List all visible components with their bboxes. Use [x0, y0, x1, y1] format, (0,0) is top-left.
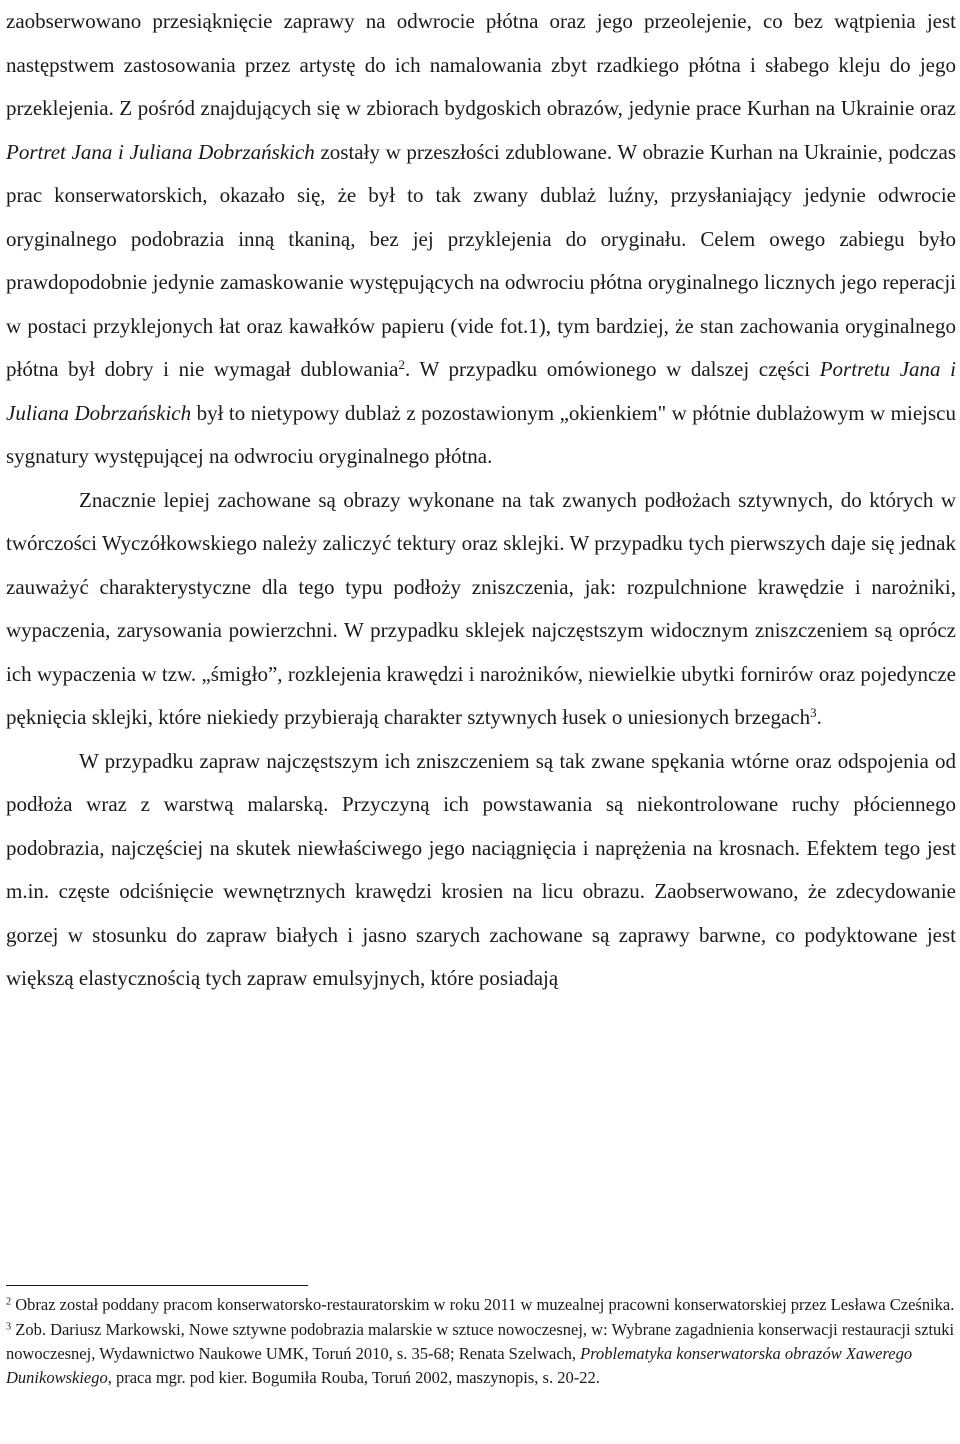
paragraph-1-text-b: zostały w przeszłości zdublowane. W obrazie Kurhan na Ukrainie, podczas prac konserwatorskich, okazało się, że był to tak zwany dublaż luźny, przysłaniający jedynie odwrocie oryginalnego podobrazia inną tkaniną, bez jej przyklejenia do oryginału. Celem owego zabiegu było prawdopodobnie jedynie zamaskowanie występujących na odwrociu płótna oryginalnego licznych jego reperacji w postaci przyklejonych łat oraz kawałków papieru (vide fot.1), tym bardziej, że stan zachowania oryginalnego płótna był dobry i nie wymagał dublowania — [6, 139, 956, 381]
paragraph-1-text-a: zaobserwowano przesiąknięcie zaprawy na odwrocie płótna oraz jego przeolejenie, co bez wątpienia jest następstwem zastosowania przez artystę do ich namalowania zbyt rzadkiego płótna i słabego kleju do jego przeklejenia. Z pośród znajdujących się w zbiorach bydgoskich obrazów, jedynie prace Kurhan na Ukrainie oraz — [6, 9, 956, 120]
painting-title-italic: Portret Jana i Juliana Dobrzańskich — [6, 139, 315, 164]
footnotes — [6, 1293, 956, 1391]
paragraph-2 — [6, 479, 956, 740]
footnote-ref-2: 2 — [398, 356, 405, 372]
painting-title-italic: Portretu Jana i Juliana Dobrzańskich — [6, 357, 956, 425]
footnote-divider — [6, 1285, 308, 1286]
paragraph-1 — [6, 0, 956, 479]
paragraph-3: W przypadku zapraw najczęstszym ich zniszczeniem są tak zwane spękania wtórne oraz odspojenia od podłoża wraz z warstwą malarską. Przyczyną ich powstawania są niekontrolowane ruchy płóciennego podobrazia, najczęściej na skutek niewłaściwego jego naciągnięcia i naprężenia na krosnach. Efektem tego jest m.in. częste odciśnięcie wewnętrznych krawędzi krosien na licu obrazu. Zaobserwowano, że zdecydowanie gorzej w stosunku do zapraw białych i jasno szarych zachowane są zaprawy barwne, co podyktowane jest większą elastycznością tych zapraw emulsyjnych, które posiadają — [6, 748, 956, 990]
footnote-2-text: Obraz został poddany pracom konserwatorsko-restauratorskim w roku 2011 w muzealnej pracowni konserwatorskiej przez Lesława Cześnika. — [11, 1295, 955, 1314]
footnote-2-mark: 2 — [6, 1296, 12, 1308]
footnote-ref-3: 3 — [810, 704, 817, 720]
footnote-3-title-italic: Problematyka konserwatorska obrazów Xawerego Dunikowskiego — [6, 1344, 913, 1387]
paragraph-2-text-b: . — [816, 705, 822, 729]
footnote-3 — [6, 1318, 956, 1390]
paragraph-1-text-d: był to nietypowy dublaż z pozostawionym „okienkiem" w płótnie dublażowym w miejscu sygnatury występującej na odwrociu oryginalnego płótna. — [6, 400, 957, 468]
footnote-3-text-a: Zob. Dariusz Markowski, Nowe sztywne podobrazia malarskie w sztuce nowoczesnej, w: Wybrane zagadnienia konserwacji restauracji sztuki nowoczesnej, Wydawnictwo Naukowe UMK, Toruń 2010, s. 35-68; Renata Szelwach, — [6, 1320, 955, 1363]
paragraph-1-text-c: . W przypadku omówionego w dalszej części — [405, 357, 820, 381]
footnote-2 — [6, 1293, 956, 1317]
body-text — [6, 0, 956, 1001]
paragraph-2-text-a: Znacznie lepiej zachowane są obrazy wykonane na tak zwanych podłożach sztywnych, do których w twórczości Wyczółkowskiego należy zaliczyć tektury oraz sklejki. W przypadku tych pierwszych daje się jednak zauważyć charakterystyczne dla tego typu podłoży zniszczenia, jak: rozpulchnione krawędzie i narożniki, wypaczenia, zarysowania powierzchni. W przypadku sklejek najczęstszym widocznym zniszczeniem są oprócz ich wypaczenia w tzw. „śmigło”, rozklejenia krawędzi i narożników, niewielkie ubytki fornirów oraz pojedyncze pęknięcia sklejki, które niekiedy przybierają charakter sztywnych łusek o uniesionych brzegach — [6, 487, 956, 729]
footnote-3-mark: 3 — [6, 1321, 12, 1333]
footnote-3-text-b: , praca mgr. pod kier. Bogumiła Rouba, Toruń 2002, maszynopis, s. 20-22. — [107, 1368, 600, 1387]
